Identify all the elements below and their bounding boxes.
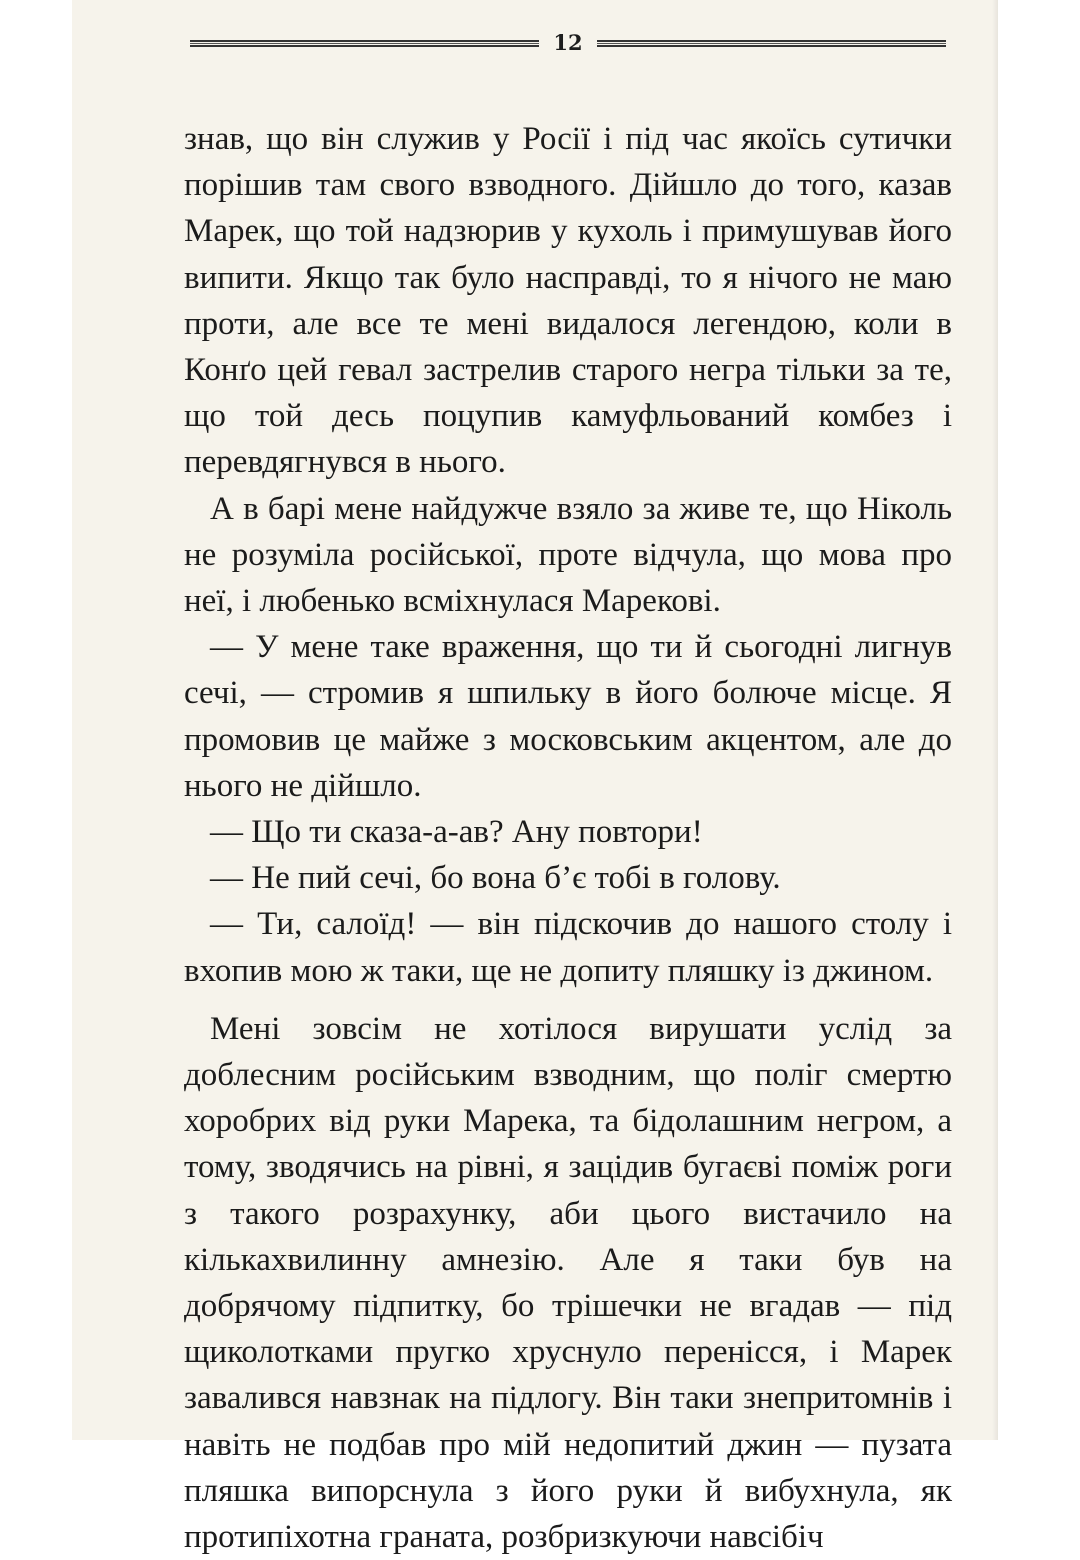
- dialogue-line: — Ти, салоїд! — він підскочив до нашого столу і вхопив мою ж таки, ще не допиту пляшку із джином.: [184, 906, 952, 989]
- running-head: [190, 28, 946, 58]
- header-rule-right: [597, 40, 946, 47]
- book-page: [72, 0, 998, 1556]
- header-rule-left: [190, 40, 539, 47]
- paragraph: Мені зовсім не хотілося вирушати услід за доблесним російським взводним, що поліг смертю хоробрих від руки Марека, та бідолашним негром, а тому, зводячись на рівні, я зацідив бугаєві поміж роги з такого розрахунку, аби цього вистачило на кількахвилинну амнезію. Але я таки був на добрячому підпитку, бо трішечки не вгадав — під щиколотками пругко хруснуло перенісся, і Марек завалився навзнак на підлогу. Він таки знепритомнів і навіть не подбав про мій недопитий джин — пузата пляшка випорснула з його руки й вибухнула, як протипіхотна граната, розбризкуючи навсібіч: [184, 1010, 952, 1556]
- dialogue-line: — У мене таке враження, що ти й сьогодні лигнув сечі, — стромив я шпильку в його болюче місце. Я промовив це майже з московським акцентом, але до нього не дійшло.: [184, 629, 952, 804]
- page-number: 12: [553, 30, 583, 55]
- dialogue-line: — Що ти сказа-а-ав? Ану повтори!: [210, 814, 703, 851]
- dialogue-line: — Не пий сечі, бо вона б’є тобі в голову.: [210, 860, 781, 897]
- paragraph: знав, що він служив у Росії і під час якоїсь сутички порішив там свого взводного. Дійшло до того, казав Марек, що той надзюрив у кухоль і примушував його випити. Якщо так було насправді, то я нічого не маю проти, але все те мені видалося легендою, коли в Конґо цей гевал застрелив старого негра тільки за те, що той десь поцупив камуфльований комбез і перевдягнувся в нього.: [184, 121, 952, 481]
- paragraph: А в барі мене найдужче взяло за живе те, що Ніколь не розуміла російської, проте відчула, що мова про неї, і любенько всміхнулася Марекові.: [184, 490, 952, 620]
- body-text: [184, 116, 952, 1560]
